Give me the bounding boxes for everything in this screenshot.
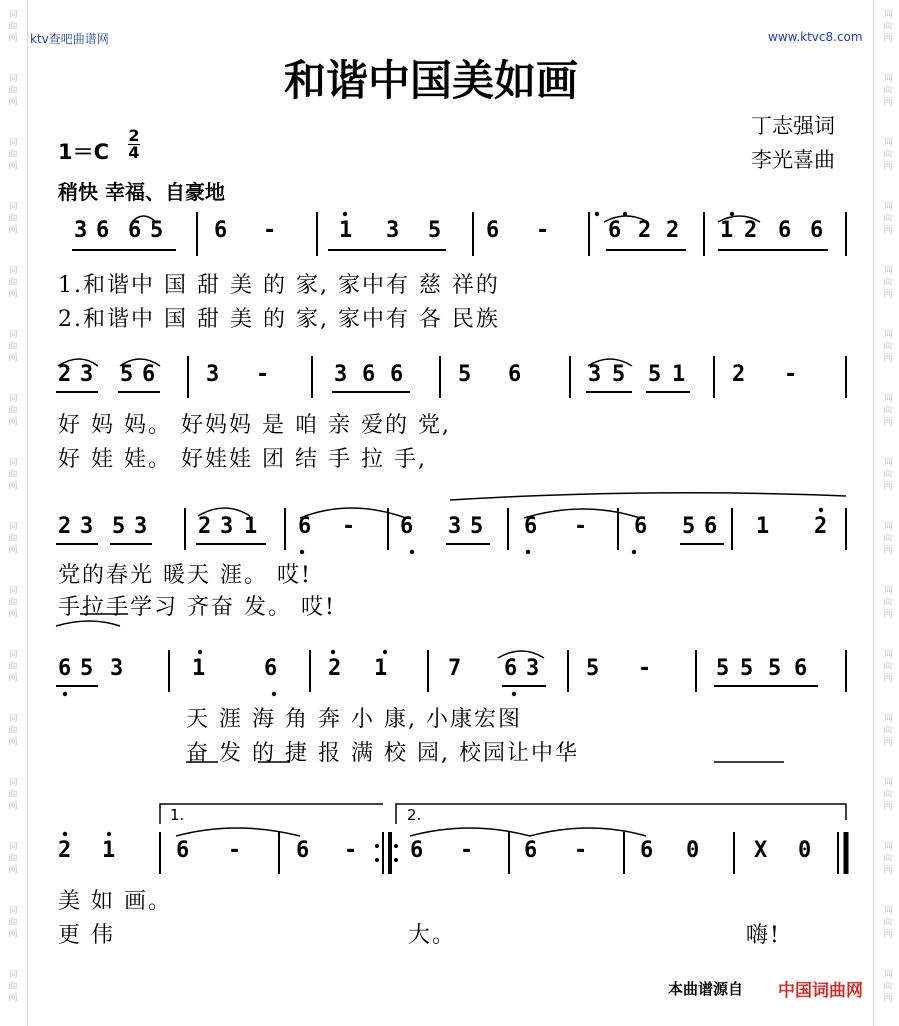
edge-watermark-glyph: 词 <box>883 714 893 724</box>
source-label: 本曲谱源自 <box>668 980 744 998</box>
edge-watermark-glyph: 曲 <box>8 854 18 864</box>
note: 6 <box>264 656 278 681</box>
note: 6 <box>400 514 414 539</box>
edge-watermark-glyph: 曲 <box>8 790 18 800</box>
note: - <box>344 838 358 863</box>
note: 6 <box>96 218 110 243</box>
repeat-dot <box>394 858 398 862</box>
note: 1 <box>672 362 686 387</box>
note: 1 <box>374 656 388 681</box>
note: 5 <box>458 362 472 387</box>
note: 6 <box>298 514 312 539</box>
note: 2 <box>58 362 72 387</box>
edge-watermark-glyph: 词 <box>8 714 18 724</box>
octave-dot-low <box>410 550 414 554</box>
edge-watermark-glyph: 词 <box>883 842 893 852</box>
note: 3 <box>334 362 348 387</box>
octave-dot-low <box>512 692 516 696</box>
left-site-label[interactable]: ktv查吧曲谱网 <box>30 32 109 46</box>
slur <box>530 828 646 836</box>
edge-watermark-glyph: 词 <box>883 138 893 148</box>
note: 2 <box>666 218 680 243</box>
note: 6 <box>128 218 142 243</box>
note: 6 <box>486 218 500 243</box>
note: 2 <box>58 514 72 539</box>
edge-watermark-glyph: 词 <box>883 778 893 788</box>
note: 5 <box>612 362 626 387</box>
note: 5 <box>768 656 782 681</box>
edge-watermark-glyph: 曲 <box>8 22 18 32</box>
song-title: 和谐中国美如画 <box>284 56 579 105</box>
note: 6 <box>58 656 72 681</box>
edge-watermark-glyph: 网 <box>8 994 18 1004</box>
note: 1 <box>756 514 770 539</box>
octave-dot <box>595 212 599 216</box>
note: 1 <box>339 218 353 243</box>
edge-watermark-glyph: 网 <box>883 674 893 684</box>
note: 6 <box>296 838 310 863</box>
note: 5 <box>150 218 164 243</box>
note: 2 <box>638 218 652 243</box>
slur <box>498 651 544 658</box>
edge-watermark-glyph: 网 <box>8 610 18 620</box>
edge-watermark-glyph: 网 <box>8 738 18 748</box>
note: 2 <box>198 514 212 539</box>
edge-watermark-glyph: 网 <box>883 866 893 876</box>
note: 2 <box>732 362 746 387</box>
note: 1 <box>244 514 258 539</box>
edge-watermark-glyph: 曲 <box>883 790 893 800</box>
edge-watermark-glyph: 词 <box>8 458 18 468</box>
note: - <box>263 218 277 243</box>
edge-watermark-glyph: 词 <box>8 586 18 596</box>
edge-watermark-glyph: 词 <box>8 138 18 148</box>
note: 6 <box>778 218 792 243</box>
system-1-lyric-verse-1: 1.和谐中 国 甜 美 的 家, 家中有 慈 祥的 <box>58 273 500 298</box>
edge-watermark-glyph: 网 <box>883 930 893 940</box>
edge-watermark-glyph: 词 <box>883 10 893 20</box>
edge-watermark-glyph: 网 <box>883 162 893 172</box>
note: 7 <box>448 656 462 681</box>
volta-second-ending: 2. <box>407 806 422 824</box>
repeat-dot <box>375 858 379 862</box>
note: 6 <box>504 656 518 681</box>
edge-watermark-glyph: 网 <box>8 802 18 812</box>
note: 3 <box>80 362 94 387</box>
lyricist-credit: 丁志强词 <box>751 114 835 138</box>
edge-watermark-glyph: 网 <box>8 866 18 876</box>
note: 6 <box>176 838 190 863</box>
octave-dot <box>383 650 387 654</box>
edge-watermark-glyph: 网 <box>8 34 18 44</box>
note: 3 <box>386 218 400 243</box>
octave-dot <box>331 650 335 654</box>
octave-dot <box>730 212 734 216</box>
note: 6 <box>214 218 228 243</box>
note: 5 <box>740 656 754 681</box>
edge-watermark-glyph: 网 <box>883 34 893 44</box>
edge-watermark-glyph: 曲 <box>8 86 18 96</box>
edge-watermark-glyph: 词 <box>8 650 18 660</box>
note: 1 <box>720 218 734 243</box>
system-5-lyric-verse-2-end: 大。 <box>408 923 457 948</box>
note: - <box>460 838 474 863</box>
edge-watermark-glyph: 曲 <box>8 278 18 288</box>
edge-watermark-glyph: 曲 <box>8 150 18 160</box>
edge-watermark-glyph: 词 <box>883 266 893 276</box>
slur <box>524 509 640 518</box>
note: 3 <box>74 218 88 243</box>
edge-watermark-glyph: 曲 <box>883 86 893 96</box>
edge-watermark-glyph: 曲 <box>883 406 893 416</box>
edge-watermark-glyph: 网 <box>883 546 893 556</box>
note: 6 <box>524 838 538 863</box>
edge-watermark-glyph: 词 <box>8 394 18 404</box>
note: 5 <box>112 514 126 539</box>
octave-dot <box>63 832 67 836</box>
edge-watermark-glyph: 词 <box>883 458 893 468</box>
octave-dot-low <box>526 550 530 554</box>
system-4-lyric-verse-1: 天 涯 海 角 奔 小 康, 小康宏图 <box>186 707 522 732</box>
edge-watermark-glyph: 词 <box>8 202 18 212</box>
edge-watermark-glyph: 网 <box>883 610 893 620</box>
system-4-lyric-verse-2: 奋 发 的 捷 报 满 校 园, 校园让中华 <box>186 741 579 766</box>
slur <box>588 359 632 366</box>
volta-bracket <box>396 804 846 824</box>
note: - <box>228 838 242 863</box>
note: 6 <box>810 218 824 243</box>
edge-watermark-glyph: 词 <box>883 74 893 84</box>
edge-watermark-glyph: 词 <box>8 906 18 916</box>
edge-watermark-glyph: 网 <box>8 546 18 556</box>
slur <box>300 508 406 518</box>
slur <box>198 508 250 516</box>
slur <box>120 359 160 366</box>
slur <box>410 828 530 836</box>
note: 5 <box>120 362 134 387</box>
edge-watermark-glyph: 曲 <box>8 598 18 608</box>
octave-dot <box>107 832 111 836</box>
note: X <box>754 838 768 863</box>
repeat-dot <box>375 844 379 848</box>
note: 5 <box>682 514 696 539</box>
note: 3 <box>588 362 602 387</box>
note: 3 <box>220 514 234 539</box>
octave-dot-low <box>63 692 67 696</box>
edge-watermark-glyph: 词 <box>883 586 893 596</box>
edge-watermark-glyph: 曲 <box>883 726 893 736</box>
note: - <box>574 838 588 863</box>
edge-watermark-glyph: 曲 <box>8 662 18 672</box>
octave-dot-low <box>632 550 636 554</box>
edge-watermark-glyph: 词 <box>8 266 18 276</box>
edge-watermark-glyph: 曲 <box>8 918 18 928</box>
note: 6 <box>608 218 622 243</box>
edge-watermark-glyph: 词 <box>883 202 893 212</box>
note: - <box>342 514 356 539</box>
edge-watermark-glyph: 词 <box>8 330 18 340</box>
edge-watermark-glyph: 网 <box>8 418 18 428</box>
note: 2 <box>58 838 72 863</box>
edge-watermark-glyph: 网 <box>883 354 893 364</box>
edge-watermark-glyph: 词 <box>8 10 18 20</box>
note: 6 <box>524 514 538 539</box>
system-2-lyric-verse-1: 好 妈 妈。 好妈妈 是 咱 亲 爱的 党, <box>58 413 451 438</box>
octave-dot-low <box>272 692 276 696</box>
edge-watermark-glyph: 词 <box>8 842 18 852</box>
edge-watermark-glyph: 曲 <box>883 278 893 288</box>
right-site-label[interactable]: www.ktvc8.com <box>768 30 863 44</box>
edge-watermark-glyph: 曲 <box>883 982 893 992</box>
slur <box>604 216 648 222</box>
edge-watermark-glyph: 网 <box>883 290 893 300</box>
note: 1 <box>102 838 116 863</box>
edge-watermark-glyph: 曲 <box>883 22 893 32</box>
edge-watermark-glyph: 曲 <box>883 150 893 160</box>
note: 3 <box>448 514 462 539</box>
slur <box>176 828 300 836</box>
tempo-marking: 稍快 幸福、自豪地 <box>58 180 225 204</box>
edge-watermark-glyph: 词 <box>883 330 893 340</box>
edge-watermark-glyph: 词 <box>8 74 18 84</box>
note: - <box>784 362 798 387</box>
edge-watermark-glyph: 曲 <box>8 534 18 544</box>
time-signature: 2 4 <box>128 126 140 162</box>
system-5-lyric-verse-2: 更 伟 <box>58 923 115 948</box>
note: 6 <box>634 514 648 539</box>
octave-dot <box>343 212 347 216</box>
note: 5 <box>80 656 94 681</box>
system-3-lyric-verse-1: 党的春光 暖天 涯。 哎! <box>58 563 312 588</box>
note: 5 <box>648 362 662 387</box>
edge-watermark-glyph: 网 <box>8 290 18 300</box>
note: 1 <box>192 656 206 681</box>
edge-watermark-glyph: 网 <box>8 930 18 940</box>
volta-first-ending: 1. <box>170 806 185 824</box>
edge-watermark-glyph: 曲 <box>883 534 893 544</box>
note: - <box>574 514 588 539</box>
edge-watermark-glyph: 网 <box>883 994 893 1004</box>
note: 2 <box>744 218 758 243</box>
edge-watermark-glyph: 词 <box>883 970 893 980</box>
source-site-link[interactable]: 中国词曲网 <box>778 981 863 1001</box>
edge-watermark-glyph: 曲 <box>883 854 893 864</box>
note: 3 <box>110 656 124 681</box>
system-5-lyric-shout: 嗨! <box>746 923 781 948</box>
edge-watermark-glyph: 曲 <box>883 598 893 608</box>
edge-watermark-glyph: 曲 <box>883 342 893 352</box>
note: 6 <box>390 362 404 387</box>
system-5-lyric-verse-1: 美 如 画。 <box>58 889 172 914</box>
note: 6 <box>794 656 808 681</box>
note: 3 <box>526 656 540 681</box>
edge-watermark-glyph: 网 <box>8 162 18 172</box>
note: 3 <box>134 514 148 539</box>
slur <box>58 359 98 366</box>
edge-watermark-glyph: 曲 <box>8 342 18 352</box>
volta-bracket <box>160 804 383 824</box>
edge-watermark-glyph: 网 <box>8 482 18 492</box>
note: 5 <box>428 218 442 243</box>
system-3-lyric-verse-2: 手拉手学习 齐奋 发。 哎! <box>58 595 336 620</box>
edge-watermark-glyph: 词 <box>883 522 893 532</box>
edge-watermark-glyph: 词 <box>8 778 18 788</box>
note: 2 <box>814 514 828 539</box>
note: 5 <box>586 656 600 681</box>
edge-watermark-glyph: 曲 <box>883 214 893 224</box>
edge-watermark-glyph: 网 <box>883 738 893 748</box>
note: 6 <box>704 514 718 539</box>
edge-watermark-glyph: 网 <box>883 482 893 492</box>
edge-watermark-glyph: 曲 <box>8 406 18 416</box>
system-1-lyric-verse-2: 2.和谐中 国 甜 美 的 家, 家中有 各 民族 <box>58 307 500 332</box>
octave-dot-low <box>300 550 304 554</box>
octave-dot <box>819 508 823 512</box>
edge-watermark-glyph: 词 <box>883 650 893 660</box>
key-signature: 1＝C <box>58 140 110 164</box>
slur <box>450 493 846 500</box>
edge-watermark-glyph: 曲 <box>8 982 18 992</box>
slur <box>56 621 120 626</box>
note: 0 <box>686 838 700 863</box>
note: 5 <box>470 514 484 539</box>
note: 3 <box>80 514 94 539</box>
composer-credit: 李光喜曲 <box>751 148 835 172</box>
edge-watermark-glyph: 网 <box>8 98 18 108</box>
note: - <box>638 656 652 681</box>
edge-watermark-glyph: 网 <box>883 418 893 428</box>
octave-dot <box>623 212 627 216</box>
slur <box>132 216 156 222</box>
note: 0 <box>798 838 812 863</box>
edge-watermark-glyph: 曲 <box>883 918 893 928</box>
note: 6 <box>142 362 156 387</box>
note: 2 <box>328 656 342 681</box>
edge-watermark-glyph: 词 <box>8 522 18 532</box>
edge-watermark-glyph: 网 <box>8 226 18 236</box>
octave-dot <box>198 650 202 654</box>
edge-watermark-glyph: 词 <box>883 906 893 916</box>
edge-watermark-glyph: 网 <box>8 354 18 364</box>
note: 5 <box>716 656 730 681</box>
edge-watermark-glyph: 词 <box>8 970 18 980</box>
edge-watermark-glyph: 网 <box>883 98 893 108</box>
note: 6 <box>508 362 522 387</box>
edge-watermark-glyph: 曲 <box>883 662 893 672</box>
edge-watermark-glyph: 网 <box>883 226 893 236</box>
repeat-dot <box>394 844 398 848</box>
edge-watermark-glyph: 曲 <box>8 726 18 736</box>
edge-watermark-glyph: 网 <box>8 674 18 684</box>
edge-watermark-glyph: 曲 <box>8 214 18 224</box>
edge-watermark-glyph: 网 <box>883 802 893 812</box>
edge-watermark-glyph: 曲 <box>8 470 18 480</box>
edge-watermark-glyph: 曲 <box>883 470 893 480</box>
slur <box>718 216 760 222</box>
note: 6 <box>640 838 654 863</box>
edge-watermark-glyph: 词 <box>883 394 893 404</box>
note: - <box>256 362 270 387</box>
note: 6 <box>362 362 376 387</box>
system-2-lyric-verse-2: 好 娃 娃。 好娃娃 团 结 手 拉 手, <box>58 447 427 472</box>
note: 3 <box>206 362 220 387</box>
note: 6 <box>410 838 424 863</box>
note: - <box>536 218 550 243</box>
